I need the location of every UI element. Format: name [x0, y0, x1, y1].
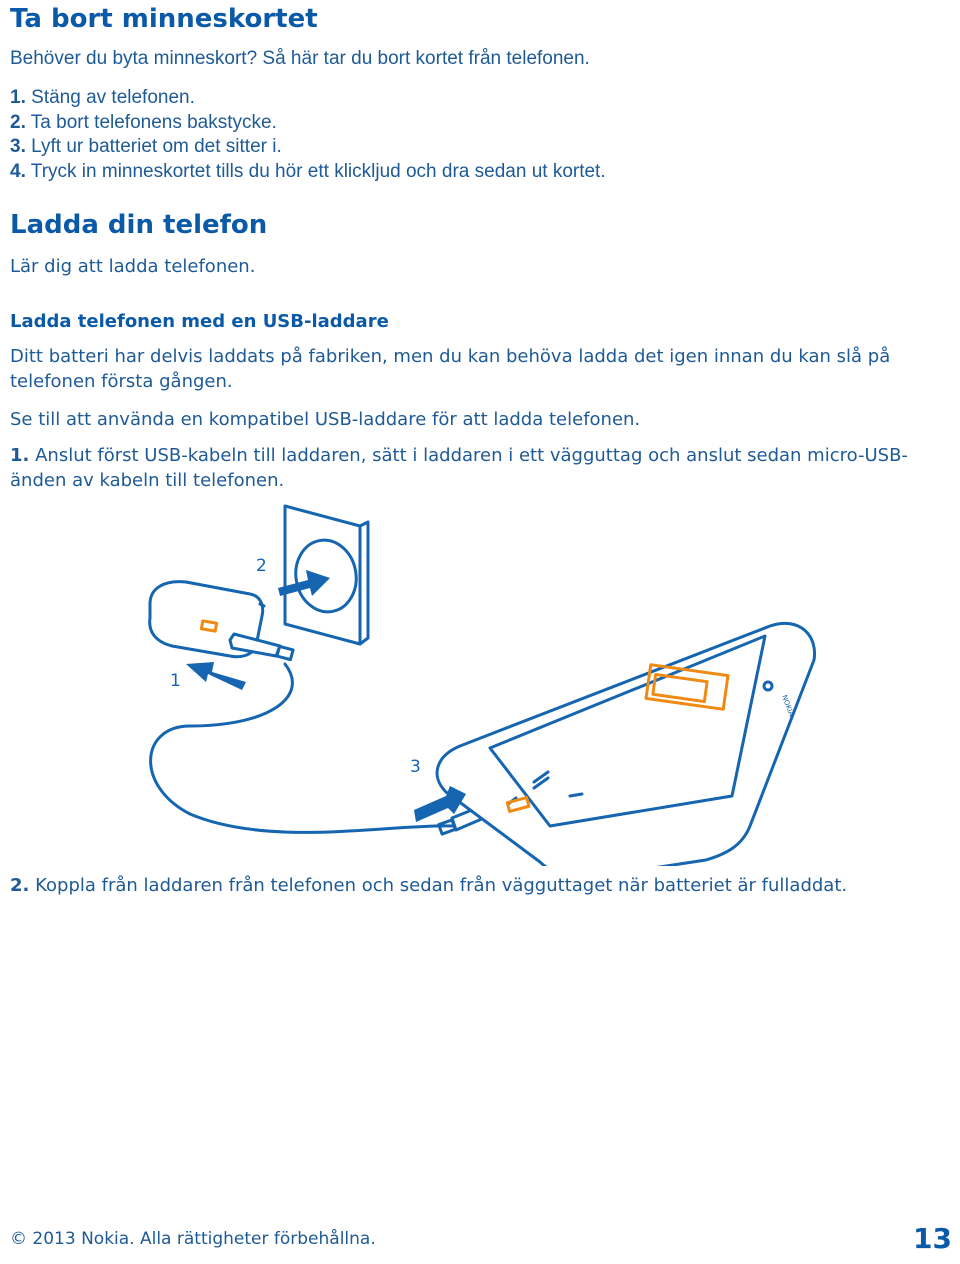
- label-2: 2: [256, 556, 267, 576]
- paragraph-battery: Ditt batteri har delvis laddats på fabriken, men du kan behöva ladda det igen innan du kan slå på telefonen första gången.: [10, 346, 891, 392]
- step-item: 2. Ta bort telefonens bakstycke.: [10, 111, 277, 133]
- label-3: 3: [410, 757, 421, 777]
- step-item: 3. Lyft ur batteriet om det sitter i.: [10, 136, 282, 157]
- section-title-charge: Ladda din telefon: [10, 210, 268, 240]
- section-intro: Behöver du byta minneskort? Så här tar du bort kortet från telefonen.: [10, 48, 590, 69]
- phone: [437, 623, 814, 866]
- usb-cable: [151, 664, 452, 832]
- section-intro: Lär dig att ladda telefonen.: [10, 256, 256, 277]
- subsection-title: Ladda telefonen med en USB-laddare: [10, 311, 389, 332]
- charging-illustration: [130, 496, 830, 866]
- paragraph-compatible: Se till att använda en kompatibel USB-laddare för att ladda telefonen.: [10, 409, 641, 430]
- remove-card-steps: [10, 86, 606, 184]
- phone-brand: NOKIA: [780, 693, 796, 718]
- wall-socket: [285, 506, 368, 644]
- step-item: 4. Tryck in minneskortet tills du hör ett klickljud och dra sedan ut kortet.: [10, 160, 606, 182]
- charge-step-1: 1. Anslut först USB-kabeln till laddaren, sätt i laddaren i ett vägguttag och anslut sedan micro-USB-änden av kabeln till telefonen.: [10, 445, 908, 491]
- arrow-1: [186, 662, 246, 690]
- charge-step-2: 2. Koppla från laddaren från telefonen och sedan från vägguttaget när batteriet är fulladdat.: [10, 875, 848, 896]
- page-number: 13: [913, 1222, 952, 1255]
- section-title-remove-card: Ta bort minneskortet: [10, 4, 318, 34]
- copyright: © 2013 Nokia. Alla rättigheter förbehållna.: [10, 1229, 376, 1249]
- label-1: 1: [170, 671, 181, 691]
- step-item: 1. Stäng av telefonen.: [10, 87, 195, 108]
